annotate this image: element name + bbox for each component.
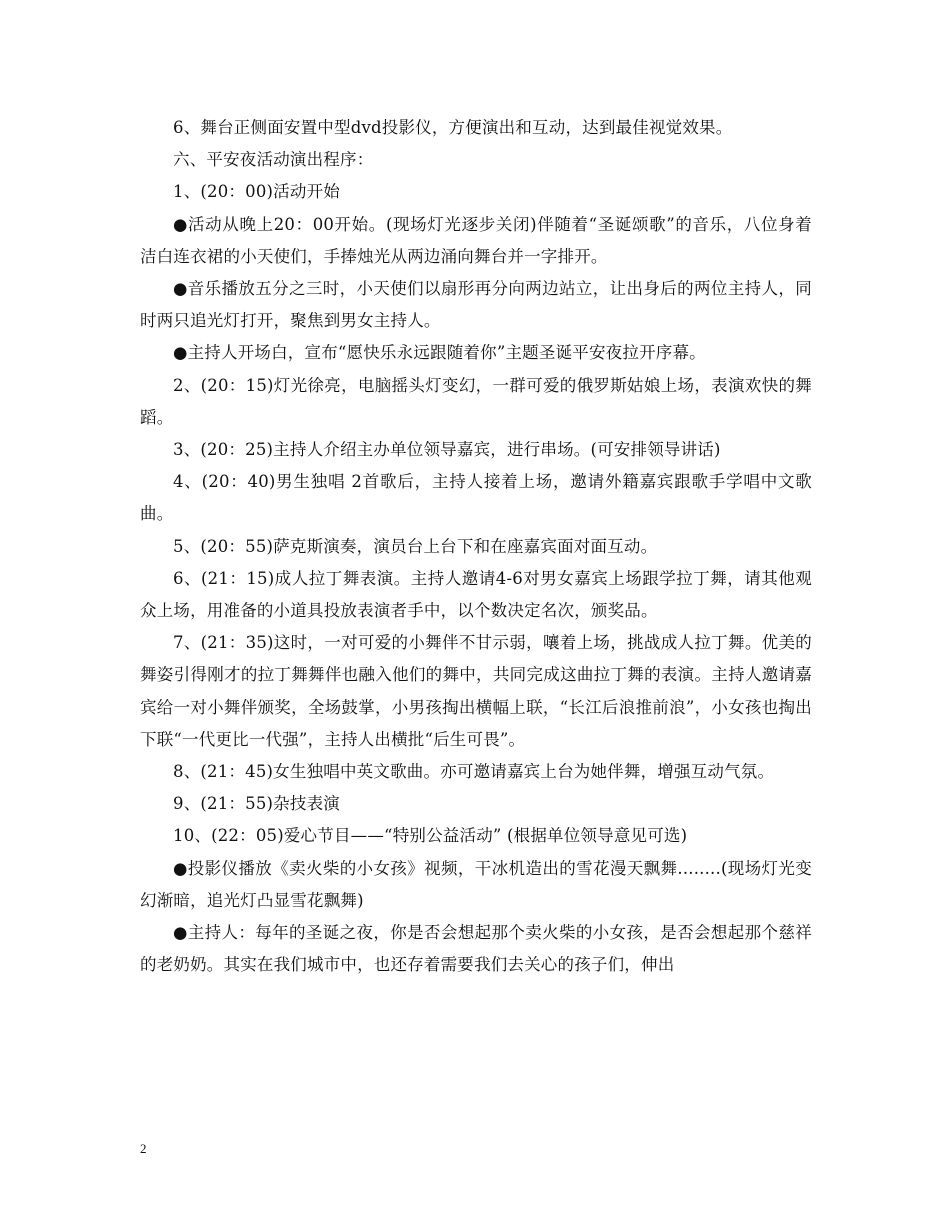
bullet-paragraph: ●活动从晚上20：00开始。(现场灯光逐步关闭)伴随着“圣诞颂歌”的音乐，八位身着洁白连衣裙的小天使们，手捧烛光从两边涌向舞台并一字排开。 (140, 214, 812, 266)
program-item: 9、(21：55)杂技表演 (173, 794, 340, 814)
bullet-paragraph: ●主持人开场白，宣布“愿快乐永远跟随着你”主题圣诞平安夜拉开序幕。 (173, 343, 706, 363)
program-item: 8、(21：45)女生独唱中英文歌曲。亦可邀请嘉宾上台为她伴舞，增强互动气氛。 (173, 762, 775, 782)
program-item: 7、(21：35)这时，一对可爱的小舞伴不甘示弱，嚷着上场，挑战成人拉丁舞。优美的舞姿引得刚才的拉丁舞舞伴也融入他们的舞中，共同完成这曲拉丁舞的表演。主持人邀请嘉宾给一对小舞伴颁奖，全场鼓掌，小男孩掏出横幅上联，“长江后浪推前浪”，小女孩也掏出下联“一代更比一代强”，主持人出横批“后生可畏”。 (140, 633, 812, 749)
bullet-paragraph: ●主持人：每年的圣诞之夜，你是否会想起那个卖火柴的小女孩，是否会想起那个慈祥的老奶奶。其实在我们城市中，也还存着需要我们去关心的孩子们，伸出 (140, 923, 812, 975)
program-item: 4、(20：40)男生独唱 2首歌后，主持人接着上场，邀请外籍嘉宾跟歌手学唱中文歌曲。 (140, 472, 812, 524)
program-item-heading: 1、(20：00)活动开始 (173, 182, 340, 202)
program-item: 3、(20：25)主持人介绍主办单位领导嘉宾，进行串场。(可安排领导讲话) (173, 440, 721, 460)
program-item: 10、(22：05)爱心节目——“特别公益活动” (根据单位领导意见可选) (173, 826, 688, 846)
program-item: 5、(20：55)萨克斯演奏，演员台上台下和在座嘉宾面对面互动。 (173, 536, 658, 556)
bullet-paragraph: ●音乐播放五分之三时，小天使们以扇形再分向两边站立，让出身后的两位主持人，同时两只追光灯打开，聚焦到男女主持人。 (140, 279, 812, 331)
section-heading: 六、平安夜活动演出程序： (173, 150, 374, 170)
page-number: 2 (140, 1141, 147, 1156)
bullet-paragraph: ●投影仪播放《卖火柴的小女孩》视频，干冰机造出的雪花漫天飘舞........(现场灯光变幻渐暗，追光灯凸显雪花飘舞) (140, 858, 812, 910)
document-body (140, 112, 812, 981)
program-item: 6、(21：15)成人拉丁舞表演。主持人邀请4-6对男女嘉宾上场跟学拉丁舞，请其他观众上场，用准备的小道具投放表演者手中，以个数决定名次，颁奖品。 (140, 568, 812, 621)
paragraph: 6、舞台正侧面安置中型dvd投影仪，方便演出和互动，达到最佳视觉效果。 (173, 118, 733, 137)
program-item: 2、(20：15)灯光徐亮，电脑摇头灯变幻，一群可爱的俄罗斯姑娘上场，表演欢快的舞蹈。 (140, 375, 812, 427)
